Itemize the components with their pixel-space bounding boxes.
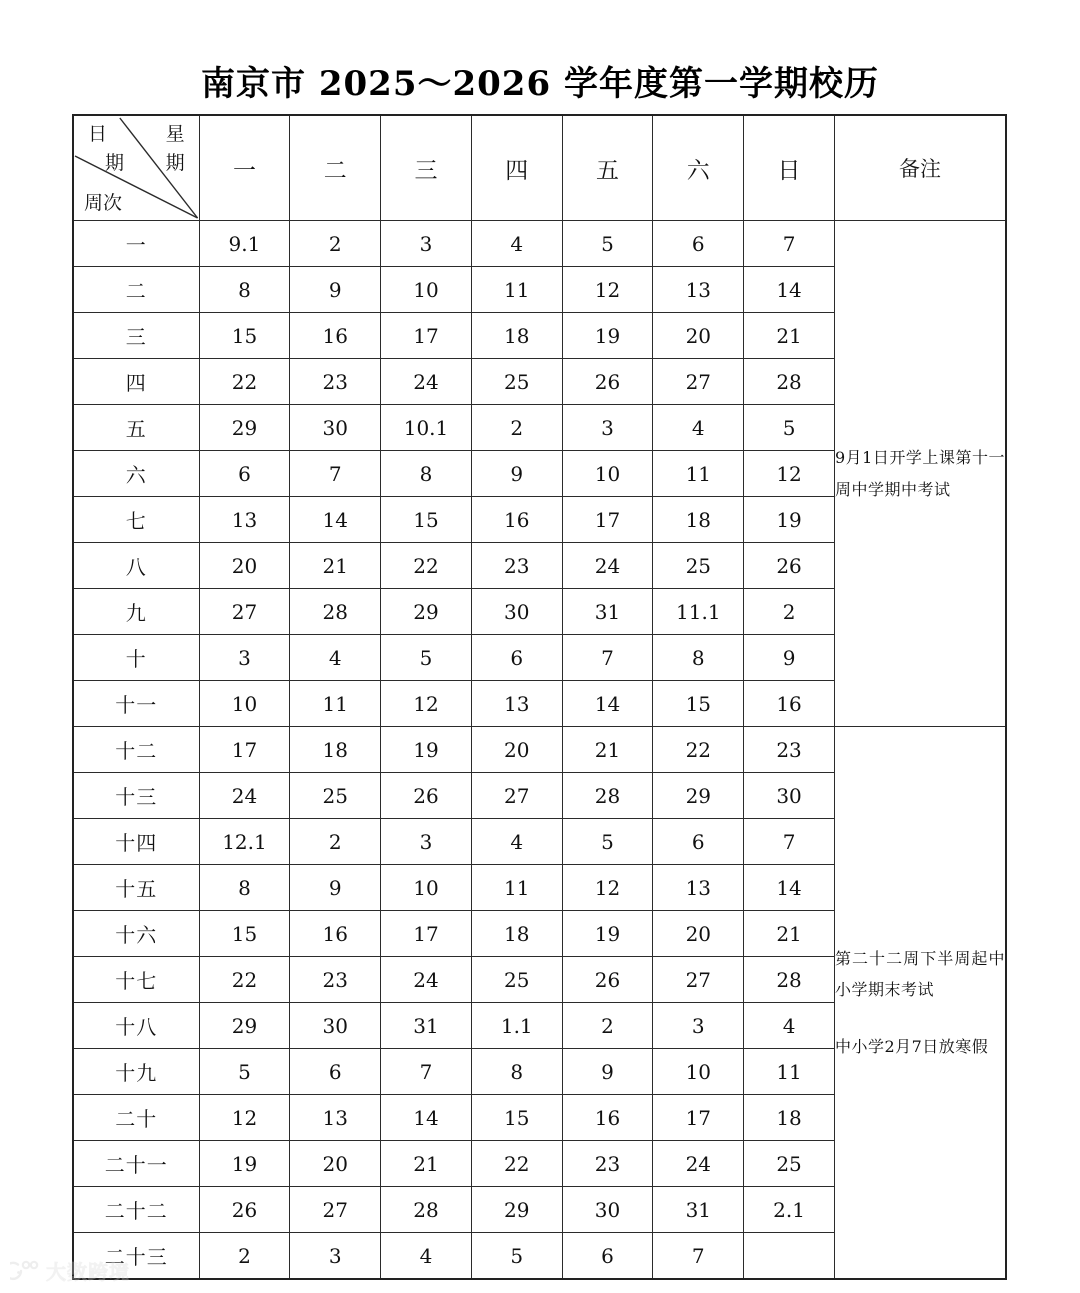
week-number-cell: 十一 bbox=[73, 681, 199, 727]
date-cell: 10 bbox=[199, 681, 290, 727]
date-cell: 8 bbox=[199, 865, 290, 911]
date-cell: 14 bbox=[381, 1095, 472, 1141]
date-cell: 6 bbox=[290, 1049, 381, 1095]
table-row bbox=[73, 727, 1006, 773]
date-cell: 15 bbox=[471, 1095, 562, 1141]
date-cell: 14 bbox=[562, 681, 653, 727]
week-number-cell: 七 bbox=[73, 497, 199, 543]
date-cell: 14 bbox=[290, 497, 381, 543]
date-cell: 17 bbox=[381, 313, 472, 359]
date-cell: 2 bbox=[290, 221, 381, 267]
date-cell: 2 bbox=[290, 819, 381, 865]
date-cell: 29 bbox=[381, 589, 472, 635]
week-number-cell: 十八 bbox=[73, 1003, 199, 1049]
week-number-cell: 十二 bbox=[73, 727, 199, 773]
week-number-cell: 二十二 bbox=[73, 1187, 199, 1233]
date-cell: 11.1 bbox=[653, 589, 744, 635]
date-cell: 18 bbox=[471, 313, 562, 359]
date-cell: 9.1 bbox=[199, 221, 290, 267]
date-cell: 20 bbox=[471, 727, 562, 773]
date-cell: 7 bbox=[653, 1233, 744, 1280]
date-cell: 13 bbox=[471, 681, 562, 727]
date-cell: 26 bbox=[381, 773, 472, 819]
date-cell: 2 bbox=[471, 405, 562, 451]
date-cell: 30 bbox=[471, 589, 562, 635]
week-number-cell: 二 bbox=[73, 267, 199, 313]
date-cell: 26 bbox=[199, 1187, 290, 1233]
date-cell: 16 bbox=[744, 681, 835, 727]
date-cell: 30 bbox=[290, 405, 381, 451]
date-cell: 29 bbox=[471, 1187, 562, 1233]
corner-label-date-2: 期 bbox=[105, 152, 125, 174]
date-cell: 18 bbox=[744, 1095, 835, 1141]
date-cell: 8 bbox=[471, 1049, 562, 1095]
date-cell: 15 bbox=[199, 313, 290, 359]
corner-label-weekday-2: 期 bbox=[165, 152, 185, 174]
date-cell: 22 bbox=[199, 957, 290, 1003]
date-cell: 28 bbox=[744, 359, 835, 405]
date-cell: 19 bbox=[744, 497, 835, 543]
day-header-1: 一 bbox=[199, 115, 290, 221]
date-cell: 26 bbox=[562, 957, 653, 1003]
date-cell: 13 bbox=[290, 1095, 381, 1141]
date-cell: 24 bbox=[381, 359, 472, 405]
date-cell: 5 bbox=[471, 1233, 562, 1280]
date-cell bbox=[744, 1233, 835, 1280]
date-cell: 28 bbox=[562, 773, 653, 819]
date-cell: 23 bbox=[471, 543, 562, 589]
corner-label-date-1: 日 bbox=[88, 123, 108, 145]
date-cell: 4 bbox=[290, 635, 381, 681]
date-cell: 23 bbox=[562, 1141, 653, 1187]
date-cell: 4 bbox=[471, 819, 562, 865]
date-cell: 19 bbox=[562, 911, 653, 957]
date-cell: 11 bbox=[471, 267, 562, 313]
date-cell: 6 bbox=[471, 635, 562, 681]
date-cell: 17 bbox=[562, 497, 653, 543]
date-cell: 17 bbox=[199, 727, 290, 773]
date-cell: 10.1 bbox=[381, 405, 472, 451]
date-cell: 28 bbox=[744, 957, 835, 1003]
week-number-cell: 十 bbox=[73, 635, 199, 681]
date-cell: 12.1 bbox=[199, 819, 290, 865]
date-cell: 27 bbox=[653, 359, 744, 405]
week-number-cell: 三 bbox=[73, 313, 199, 359]
corner-label-weekday-1: 星 bbox=[165, 123, 185, 145]
date-cell: 27 bbox=[290, 1187, 381, 1233]
table-header-row bbox=[73, 115, 1006, 221]
week-number-cell: 十七 bbox=[73, 957, 199, 1003]
date-cell: 11 bbox=[471, 865, 562, 911]
day-header-3: 三 bbox=[381, 115, 472, 221]
date-cell: 19 bbox=[199, 1141, 290, 1187]
date-cell: 22 bbox=[471, 1141, 562, 1187]
date-cell: 20 bbox=[653, 313, 744, 359]
date-cell: 29 bbox=[653, 773, 744, 819]
week-number-cell: 四 bbox=[73, 359, 199, 405]
date-cell: 18 bbox=[290, 727, 381, 773]
date-cell: 9 bbox=[562, 1049, 653, 1095]
date-cell: 26 bbox=[562, 359, 653, 405]
date-cell: 30 bbox=[290, 1003, 381, 1049]
week-number-cell: 二十一 bbox=[73, 1141, 199, 1187]
date-cell: 14 bbox=[744, 865, 835, 911]
date-cell: 21 bbox=[744, 313, 835, 359]
date-cell: 11 bbox=[653, 451, 744, 497]
date-cell: 27 bbox=[199, 589, 290, 635]
date-cell: 13 bbox=[653, 865, 744, 911]
date-cell: 10 bbox=[381, 865, 472, 911]
date-cell: 21 bbox=[290, 543, 381, 589]
week-number-cell: 六 bbox=[73, 451, 199, 497]
date-cell: 30 bbox=[562, 1187, 653, 1233]
date-cell: 18 bbox=[471, 911, 562, 957]
date-cell: 18 bbox=[653, 497, 744, 543]
remark-cell bbox=[834, 727, 1006, 1280]
date-cell: 13 bbox=[653, 267, 744, 313]
date-cell: 12 bbox=[199, 1095, 290, 1141]
date-cell: 17 bbox=[653, 1095, 744, 1141]
table-row bbox=[73, 221, 1006, 267]
date-cell: 27 bbox=[471, 773, 562, 819]
date-cell: 3 bbox=[381, 221, 472, 267]
date-cell: 9 bbox=[290, 865, 381, 911]
week-number-cell: 一 bbox=[73, 221, 199, 267]
date-cell: 20 bbox=[653, 911, 744, 957]
date-cell: 25 bbox=[471, 359, 562, 405]
date-cell: 2 bbox=[744, 589, 835, 635]
page-title: 南京市 2025～2026 学年度第一学期校历 bbox=[201, 64, 879, 104]
school-calendar-table bbox=[72, 114, 1007, 1280]
date-cell: 2.1 bbox=[744, 1187, 835, 1233]
date-cell: 5 bbox=[744, 405, 835, 451]
date-cell: 24 bbox=[199, 773, 290, 819]
date-cell: 23 bbox=[744, 727, 835, 773]
remark-paragraph: 中小学2月7日放寒假 bbox=[834, 1037, 989, 1057]
date-cell: 4 bbox=[471, 221, 562, 267]
date-cell: 29 bbox=[199, 405, 290, 451]
date-cell: 11 bbox=[744, 1049, 835, 1095]
date-cell: 21 bbox=[381, 1141, 472, 1187]
date-cell: 3 bbox=[562, 405, 653, 451]
date-cell: 8 bbox=[199, 267, 290, 313]
date-cell: 23 bbox=[290, 359, 381, 405]
date-cell: 4 bbox=[381, 1233, 472, 1280]
date-cell: 31 bbox=[653, 1187, 744, 1233]
date-cell: 22 bbox=[199, 359, 290, 405]
date-cell: 25 bbox=[471, 957, 562, 1003]
day-header-5: 五 bbox=[562, 115, 653, 221]
date-cell: 7 bbox=[381, 1049, 472, 1095]
brand-logo-icon bbox=[10, 1259, 40, 1283]
date-cell: 22 bbox=[653, 727, 744, 773]
date-cell: 9 bbox=[290, 267, 381, 313]
date-cell: 5 bbox=[562, 221, 653, 267]
date-cell: 31 bbox=[381, 1003, 472, 1049]
date-cell: 14 bbox=[744, 267, 835, 313]
date-cell: 25 bbox=[744, 1141, 835, 1187]
date-cell: 10 bbox=[381, 267, 472, 313]
day-header-4: 四 bbox=[471, 115, 562, 221]
date-cell: 21 bbox=[744, 911, 835, 957]
week-number-cell: 九 bbox=[73, 589, 199, 635]
date-cell: 6 bbox=[653, 221, 744, 267]
week-number-cell: 十四 bbox=[73, 819, 199, 865]
date-cell: 29 bbox=[199, 1003, 290, 1049]
date-cell: 8 bbox=[381, 451, 472, 497]
date-cell: 25 bbox=[290, 773, 381, 819]
calendar-table-container bbox=[72, 114, 1007, 1280]
week-number-cell: 十九 bbox=[73, 1049, 199, 1095]
date-cell: 30 bbox=[744, 773, 835, 819]
week-number-cell: 十六 bbox=[73, 911, 199, 957]
remark-cell bbox=[834, 221, 1006, 727]
date-cell: 15 bbox=[381, 497, 472, 543]
date-cell: 15 bbox=[653, 681, 744, 727]
date-cell: 2 bbox=[199, 1233, 290, 1280]
date-cell: 24 bbox=[562, 543, 653, 589]
date-cell: 12 bbox=[562, 267, 653, 313]
week-number-cell: 二十三 bbox=[73, 1233, 199, 1280]
date-cell: 16 bbox=[471, 497, 562, 543]
date-cell: 12 bbox=[381, 681, 472, 727]
date-cell: 1.1 bbox=[471, 1003, 562, 1049]
day-header-6: 六 bbox=[653, 115, 744, 221]
date-cell: 9 bbox=[471, 451, 562, 497]
date-cell: 2 bbox=[562, 1003, 653, 1049]
date-cell: 7 bbox=[744, 819, 835, 865]
date-cell: 16 bbox=[562, 1095, 653, 1141]
week-number-cell: 十五 bbox=[73, 865, 199, 911]
date-cell: 28 bbox=[381, 1187, 472, 1233]
date-cell: 3 bbox=[290, 1233, 381, 1280]
note-header: 备注 bbox=[834, 115, 1006, 221]
remark-paragraph: 第二十二周下半周起中小学期末考试 bbox=[834, 948, 1005, 999]
date-cell: 27 bbox=[653, 957, 744, 1003]
date-cell: 6 bbox=[653, 819, 744, 865]
date-cell: 9 bbox=[744, 635, 835, 681]
date-cell: 3 bbox=[199, 635, 290, 681]
date-cell: 25 bbox=[653, 543, 744, 589]
date-cell: 4 bbox=[653, 405, 744, 451]
date-cell: 3 bbox=[381, 819, 472, 865]
day-header-7: 日 bbox=[744, 115, 835, 221]
watermark-text: 大数跨境 bbox=[46, 1260, 130, 1284]
week-number-cell: 八 bbox=[73, 543, 199, 589]
date-cell: 6 bbox=[199, 451, 290, 497]
date-cell: 20 bbox=[290, 1141, 381, 1187]
date-cell: 10 bbox=[562, 451, 653, 497]
date-cell: 24 bbox=[653, 1141, 744, 1187]
date-cell: 3 bbox=[653, 1003, 744, 1049]
date-cell: 10 bbox=[653, 1049, 744, 1095]
week-number-cell: 五 bbox=[73, 405, 199, 451]
date-cell: 16 bbox=[290, 313, 381, 359]
date-cell: 6 bbox=[562, 1233, 653, 1280]
date-cell: 5 bbox=[381, 635, 472, 681]
date-cell: 31 bbox=[562, 589, 653, 635]
date-cell: 12 bbox=[562, 865, 653, 911]
date-cell: 7 bbox=[744, 221, 835, 267]
date-cell: 11 bbox=[290, 681, 381, 727]
date-cell: 19 bbox=[381, 727, 472, 773]
date-cell: 7 bbox=[562, 635, 653, 681]
date-cell: 26 bbox=[744, 543, 835, 589]
date-cell: 5 bbox=[562, 819, 653, 865]
date-cell: 13 bbox=[199, 497, 290, 543]
date-cell: 28 bbox=[290, 589, 381, 635]
date-cell: 22 bbox=[381, 543, 472, 589]
date-cell: 23 bbox=[290, 957, 381, 1003]
date-cell: 20 bbox=[199, 543, 290, 589]
day-header-2: 二 bbox=[290, 115, 381, 221]
date-cell: 8 bbox=[653, 635, 744, 681]
date-cell: 21 bbox=[562, 727, 653, 773]
week-number-cell: 二十 bbox=[73, 1095, 199, 1141]
corner-label-weeknum: 周次 bbox=[84, 192, 123, 214]
date-cell: 24 bbox=[381, 957, 472, 1003]
remark-paragraph: 9月1日开学上课第十一周中学期中考试 bbox=[834, 448, 1005, 499]
date-cell: 15 bbox=[199, 911, 290, 957]
date-cell: 5 bbox=[199, 1049, 290, 1095]
date-cell: 12 bbox=[744, 451, 835, 497]
week-number-cell: 十三 bbox=[73, 773, 199, 819]
date-cell: 17 bbox=[381, 911, 472, 957]
date-cell: 7 bbox=[290, 451, 381, 497]
date-cell: 19 bbox=[562, 313, 653, 359]
date-cell: 16 bbox=[290, 911, 381, 957]
corner-header-cell bbox=[73, 115, 199, 221]
date-cell: 4 bbox=[744, 1003, 835, 1049]
